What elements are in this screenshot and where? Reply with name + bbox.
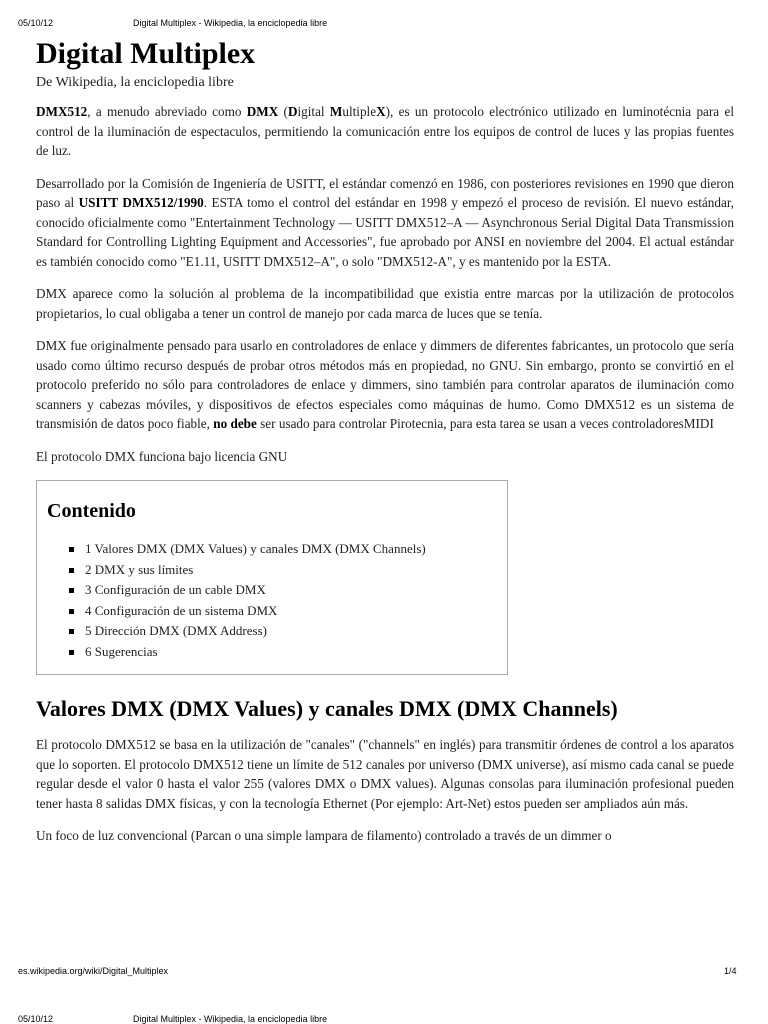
paragraph-license: El protocolo DMX funciona bajo licencia GNU <box>36 448 288 464</box>
paragraph-conventional-light: Un foco de luz convencional (Parcan o una simple lampara de filamento) controlado a través de un dimmer o <box>36 828 612 843</box>
paragraph-incompatibility: DMX aparece como la solución al problema de la incompatibilidad que existia entre marcas por la utilización de protocolos propietarios, lo cual obligaba a tener un control de manejo por cada marca de luces que se tenía. <box>36 286 734 321</box>
toc-item[interactable]: 3 Configuración de un cable DMX <box>67 580 497 601</box>
print-title-next: Digital Multiplex - Wikipedia, la enciclopedia libre <box>133 1014 328 1024</box>
paragraph-usage: DMX fue originalmente pensado para usarlo en controladores de enlace y dimmers de diferentes fabricantes, un protocolo que sería usado como último recurso después de probar otros métodos más en propiedad, no GNU. Sin embargo, pronto se convirtió en el protocolo preferido no sólo para controladores de enlace y dimmers, sino también para controlar aparatos de iluminación como scanners y cabezas móviles, y dispositivos de efectos especiales como máquinas de humo. Como DMX512 es un sistema de transmisión de datos poco fiable, no debe ser usado para controlar Pirotecnia, para esta tarea se usan a veces controladoresMIDI <box>36 338 734 431</box>
print-title: Digital Multiplex - Wikipedia, la enciclopedia libre <box>133 18 328 28</box>
toc-title: Contenido <box>47 500 136 522</box>
paragraph-intro: DMX512, a menudo abreviado como DMX (Digital MultipleX), es un protocolo electrónico utilizado en luminotécnia para el control de la iluminación de espectaculos, permitiendo la comunicación entre los equipos de control de luces y las propias fuentes de luz. <box>36 104 734 158</box>
print-url: es.wikipedia.org/wiki/Digital_Multiplex <box>18 966 169 976</box>
section-heading: Valores DMX (DMX Values) y canales DMX (DMX Channels) <box>36 696 618 721</box>
article-content <box>36 36 734 859</box>
toc-item[interactable]: 6 Sugerencias <box>67 642 497 663</box>
toc-item[interactable]: 4 Configuración de un sistema DMX <box>67 601 497 622</box>
toc-list <box>47 539 497 662</box>
toc-item[interactable]: 1 Valores DMX (DMX Values) y canales DMX (DMX Channels) <box>67 539 497 560</box>
table-of-contents <box>36 480 508 675</box>
page-subtitle: De Wikipedia, la enciclopedia libre <box>36 75 234 90</box>
print-date-next: 05/10/12 <box>18 1014 54 1024</box>
toc-item[interactable]: 5 Dirección DMX (DMX Address) <box>67 621 497 642</box>
paragraph-history: Desarrollado por la Comisión de Ingeniería de USITT, el estándar comenzó en 1986, con posteriores revisiones en 1990 que dieron paso al USITT DMX512/1990. ESTA tomo el control del estándar en 1998 y empezó el proceso de revisión. El nuevo estándar, conocido oficialmente como "Entertainment Technology — USITT DMX512–A — Asynchronous Serial Digital Data Transmission Standard for Controlling Lighting Equipment and Accessories", fue aprobado por ANSI en noviembre del 2004. El actual estándar es también conocido como "E1.11, USITT DMX512–A", o solo "DMX512-A", y es mantenido por la ESTA. <box>36 175 734 269</box>
print-date: 05/10/12 <box>18 18 54 28</box>
print-page-number: 1/4 <box>724 966 737 976</box>
paragraph-channels: El protocolo DMX512 se basa en la utilización de "canales" ("channels" en inglés) para transmitir órdenes de control a los aparatos que lo soporten. El protocolo DMX512 tiene un límite de 512 canales por universo (DMX universe), así mismo cada canal se puede regular desde el valor 0 hasta el valor 255 (valores DMX o DMX values). Algunas consolas para iluminación profesional pueden tener hasta 8 salidas DMX físicas, y con la tecnología Ethernet (Por ejemplo: Art-Net) estos pueden ser ampliados aún más. <box>36 737 734 811</box>
toc-item[interactable]: 2 DMX y sus límites <box>67 560 497 581</box>
page-title: Digital Multiplex <box>36 37 256 70</box>
